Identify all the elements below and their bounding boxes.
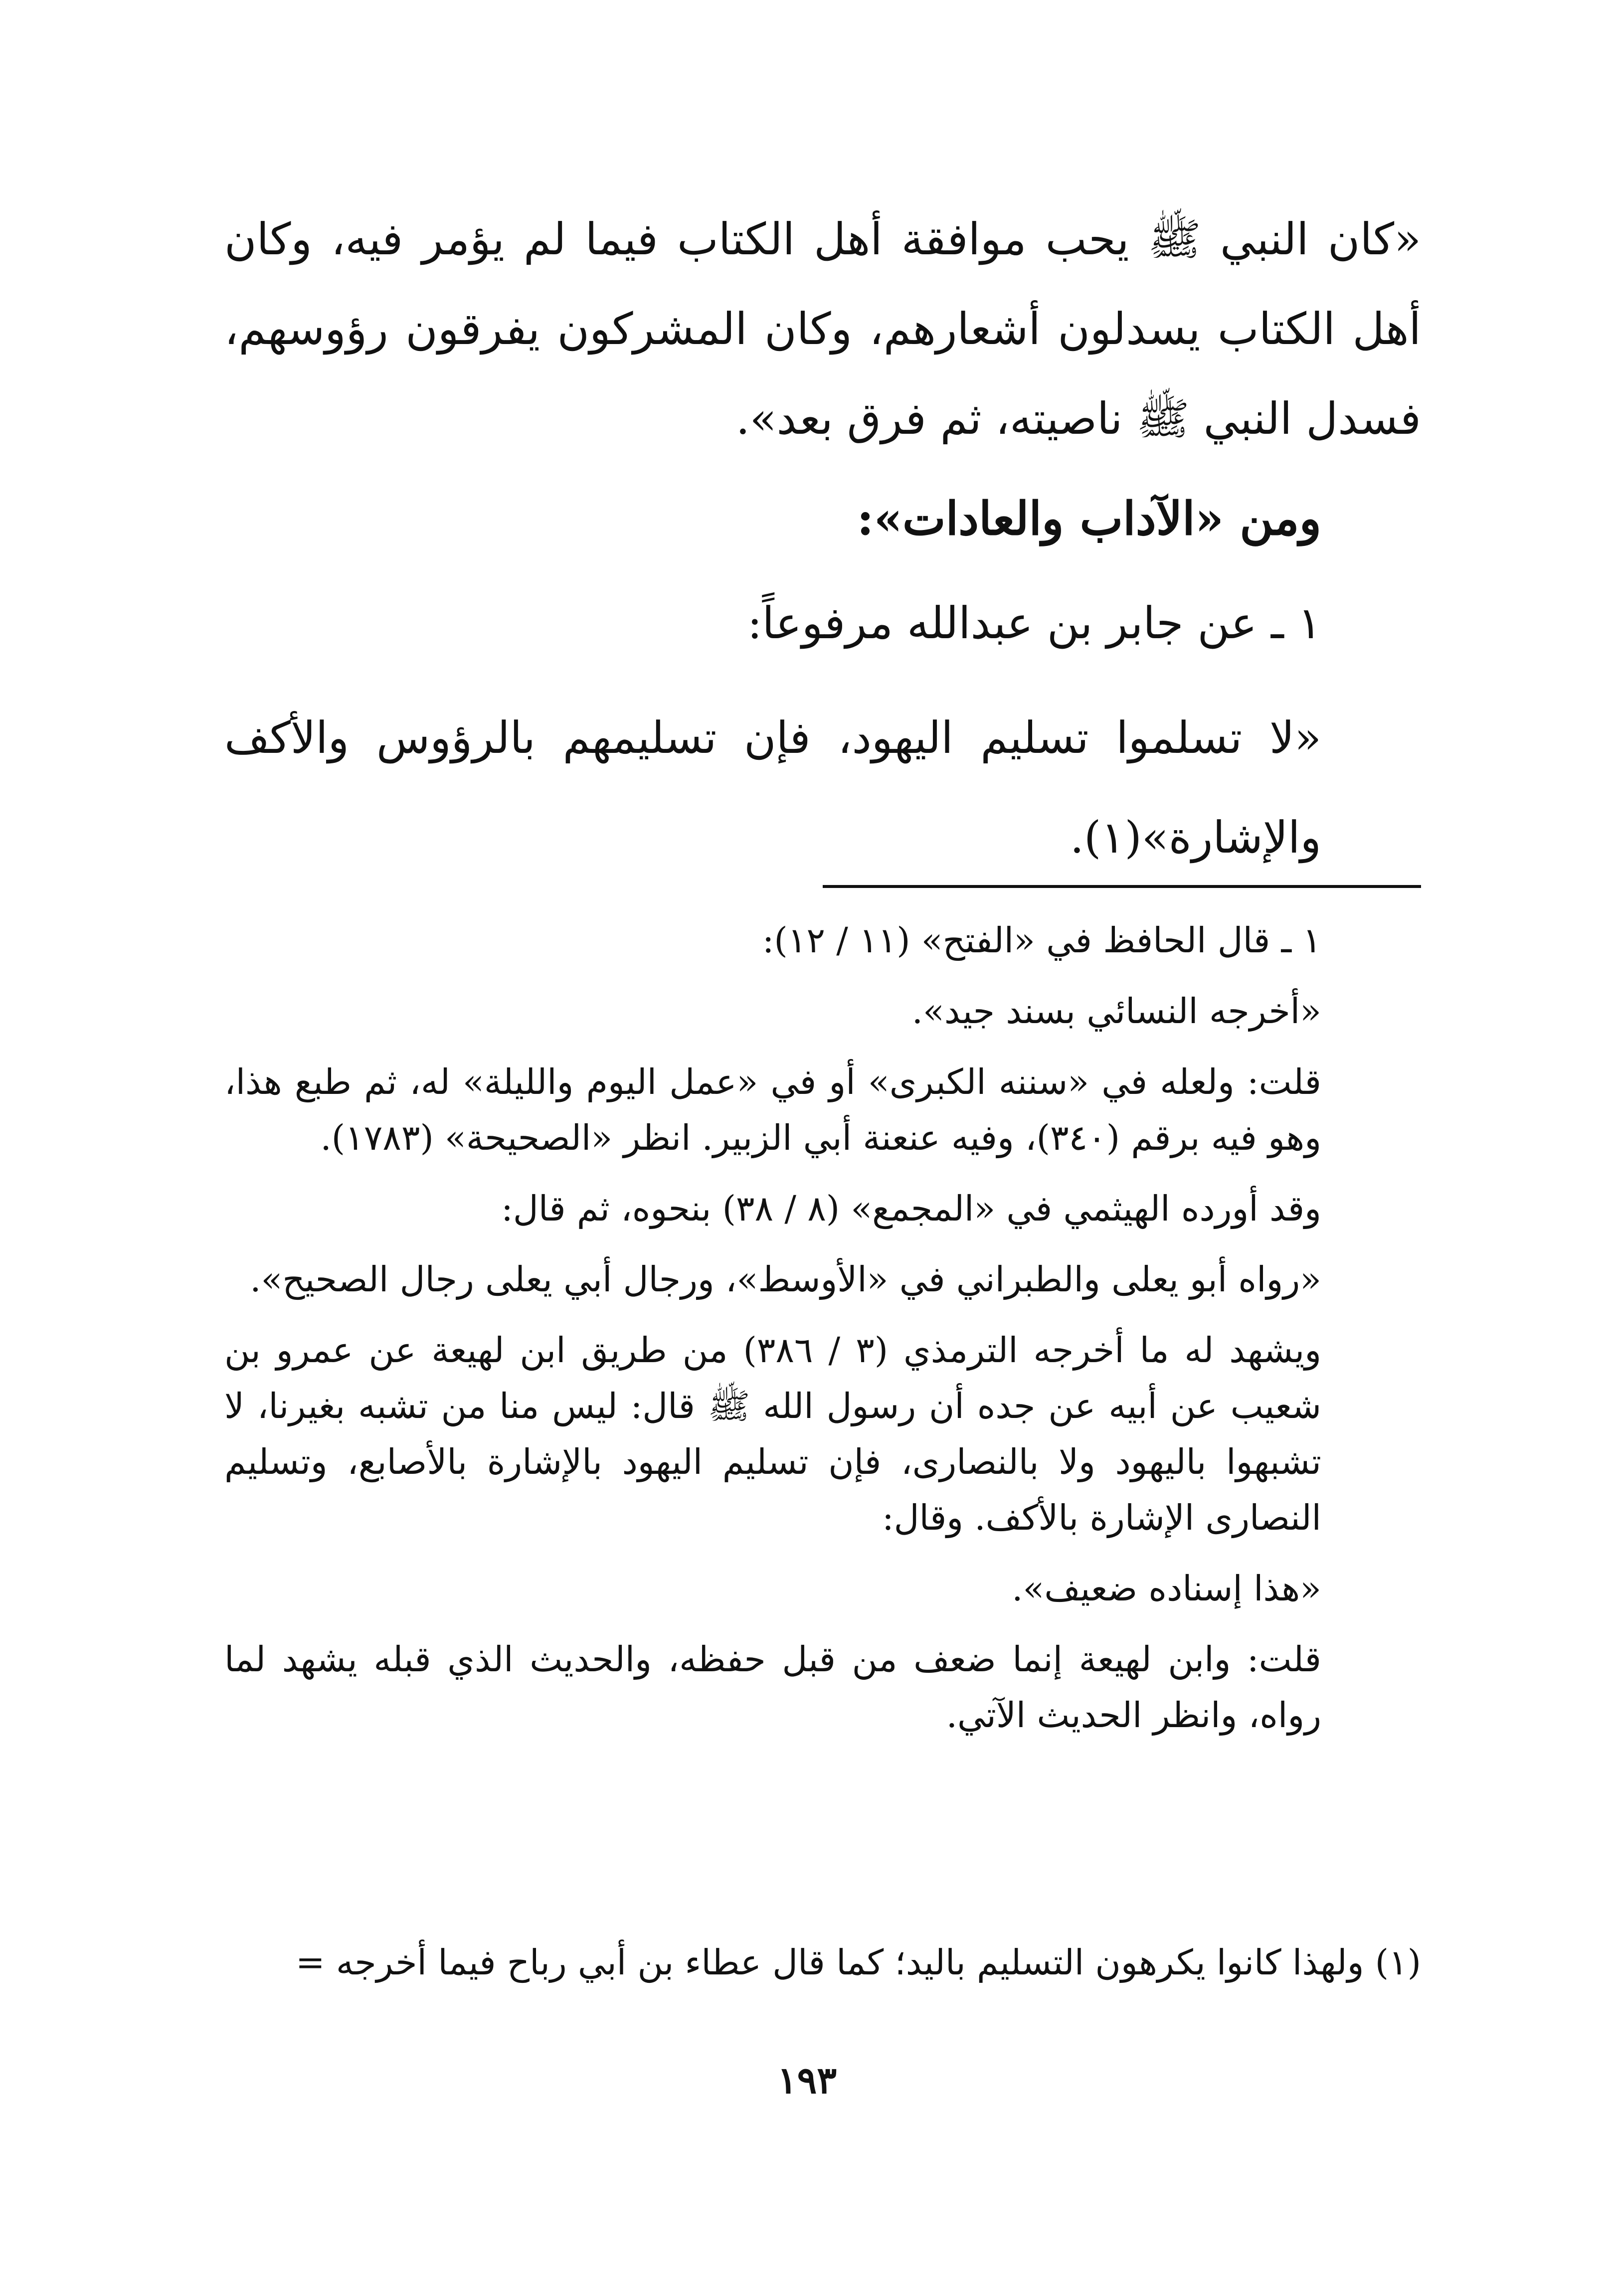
note-line: قلت: ولعله في «سننه الكبرى» أو في «عمل اليوم والليلة» له، ثم طبع هذا، وهو فيه برقم (٣٤٠)، وفيه عنعنة أبي الزبير. انظر «الصحيحة» (١٧٨٣).	[224, 1061, 1321, 1158]
note-line: ويشهد له ما أخرجه الترمذي (٣ / ٣٨٦) من طريق ابن لهيعة عن عمرو بن شعيب عن أبيه عن جده أن رسول الله ﷺ قال: ليس منا من تشبه بغيرنا، لا تشبهوا باليهود ولا بالنصارى، فإن تسليم اليهود بالإشارة بالأصابع، وتسليم النصارى الإشارة بالأكف. وقال:	[224, 1330, 1322, 1538]
main-text-block	[224, 194, 1421, 887]
note-line: «رواه أبو يعلى والطبراني في «الأوسط»، ورجال أبي يعلى رجال الصحيح».	[250, 1259, 1321, 1300]
note-line: قلت: وابن لهيعة إنما ضعف من قبل حفظه، والحديث الذي قبله يشهد لما رواه، وانظر الحديث الآتي.	[224, 1639, 1322, 1736]
note-line: «أخرجه النسائي بسند جيد».	[911, 991, 1321, 1032]
page-number: ١٩٣	[777, 2059, 837, 2102]
footnote: (١) ولهذا كانوا يكرهون التسليم باليد؛ كما قال عطاء بن أبي رباح فيما أخرجه =	[295, 1942, 1421, 1983]
commentary-notes	[224, 912, 1421, 1758]
section-heading: ومن «الآداب والعادات»:	[857, 492, 1321, 545]
numbered-narration: ١ ـ عن جابر بن عبدالله مرفوعاً:	[747, 597, 1321, 649]
note-line: «هذا إسناده ضعيف».	[1012, 1568, 1321, 1609]
note-line: وقد أورده الهيثمي في «المجمع» (٨ / ٣٨) بنحوه، ثم قال:	[501, 1188, 1321, 1229]
footnote-separator	[823, 885, 1421, 888]
note-line: ١ ـ قال الحافظ في «الفتح» (١١ / ١٢):	[762, 920, 1321, 961]
hadith-quote: «لا تسلموا تسليم اليهود، فإن تسليمهم بالرؤوس والأكف والإشارة»(١).	[224, 712, 1321, 863]
hadith-paragraph: «كان النبي ﷺ يحب موافقة أهل الكتاب فيما لم يؤمر فيه، وكان أهل الكتاب يسدلون أشعارهم، وكان المشركون يفرقون رؤوسهم، فسدل النبي ﷺ ناصيته، ثم فرق بعد».	[224, 213, 1421, 444]
